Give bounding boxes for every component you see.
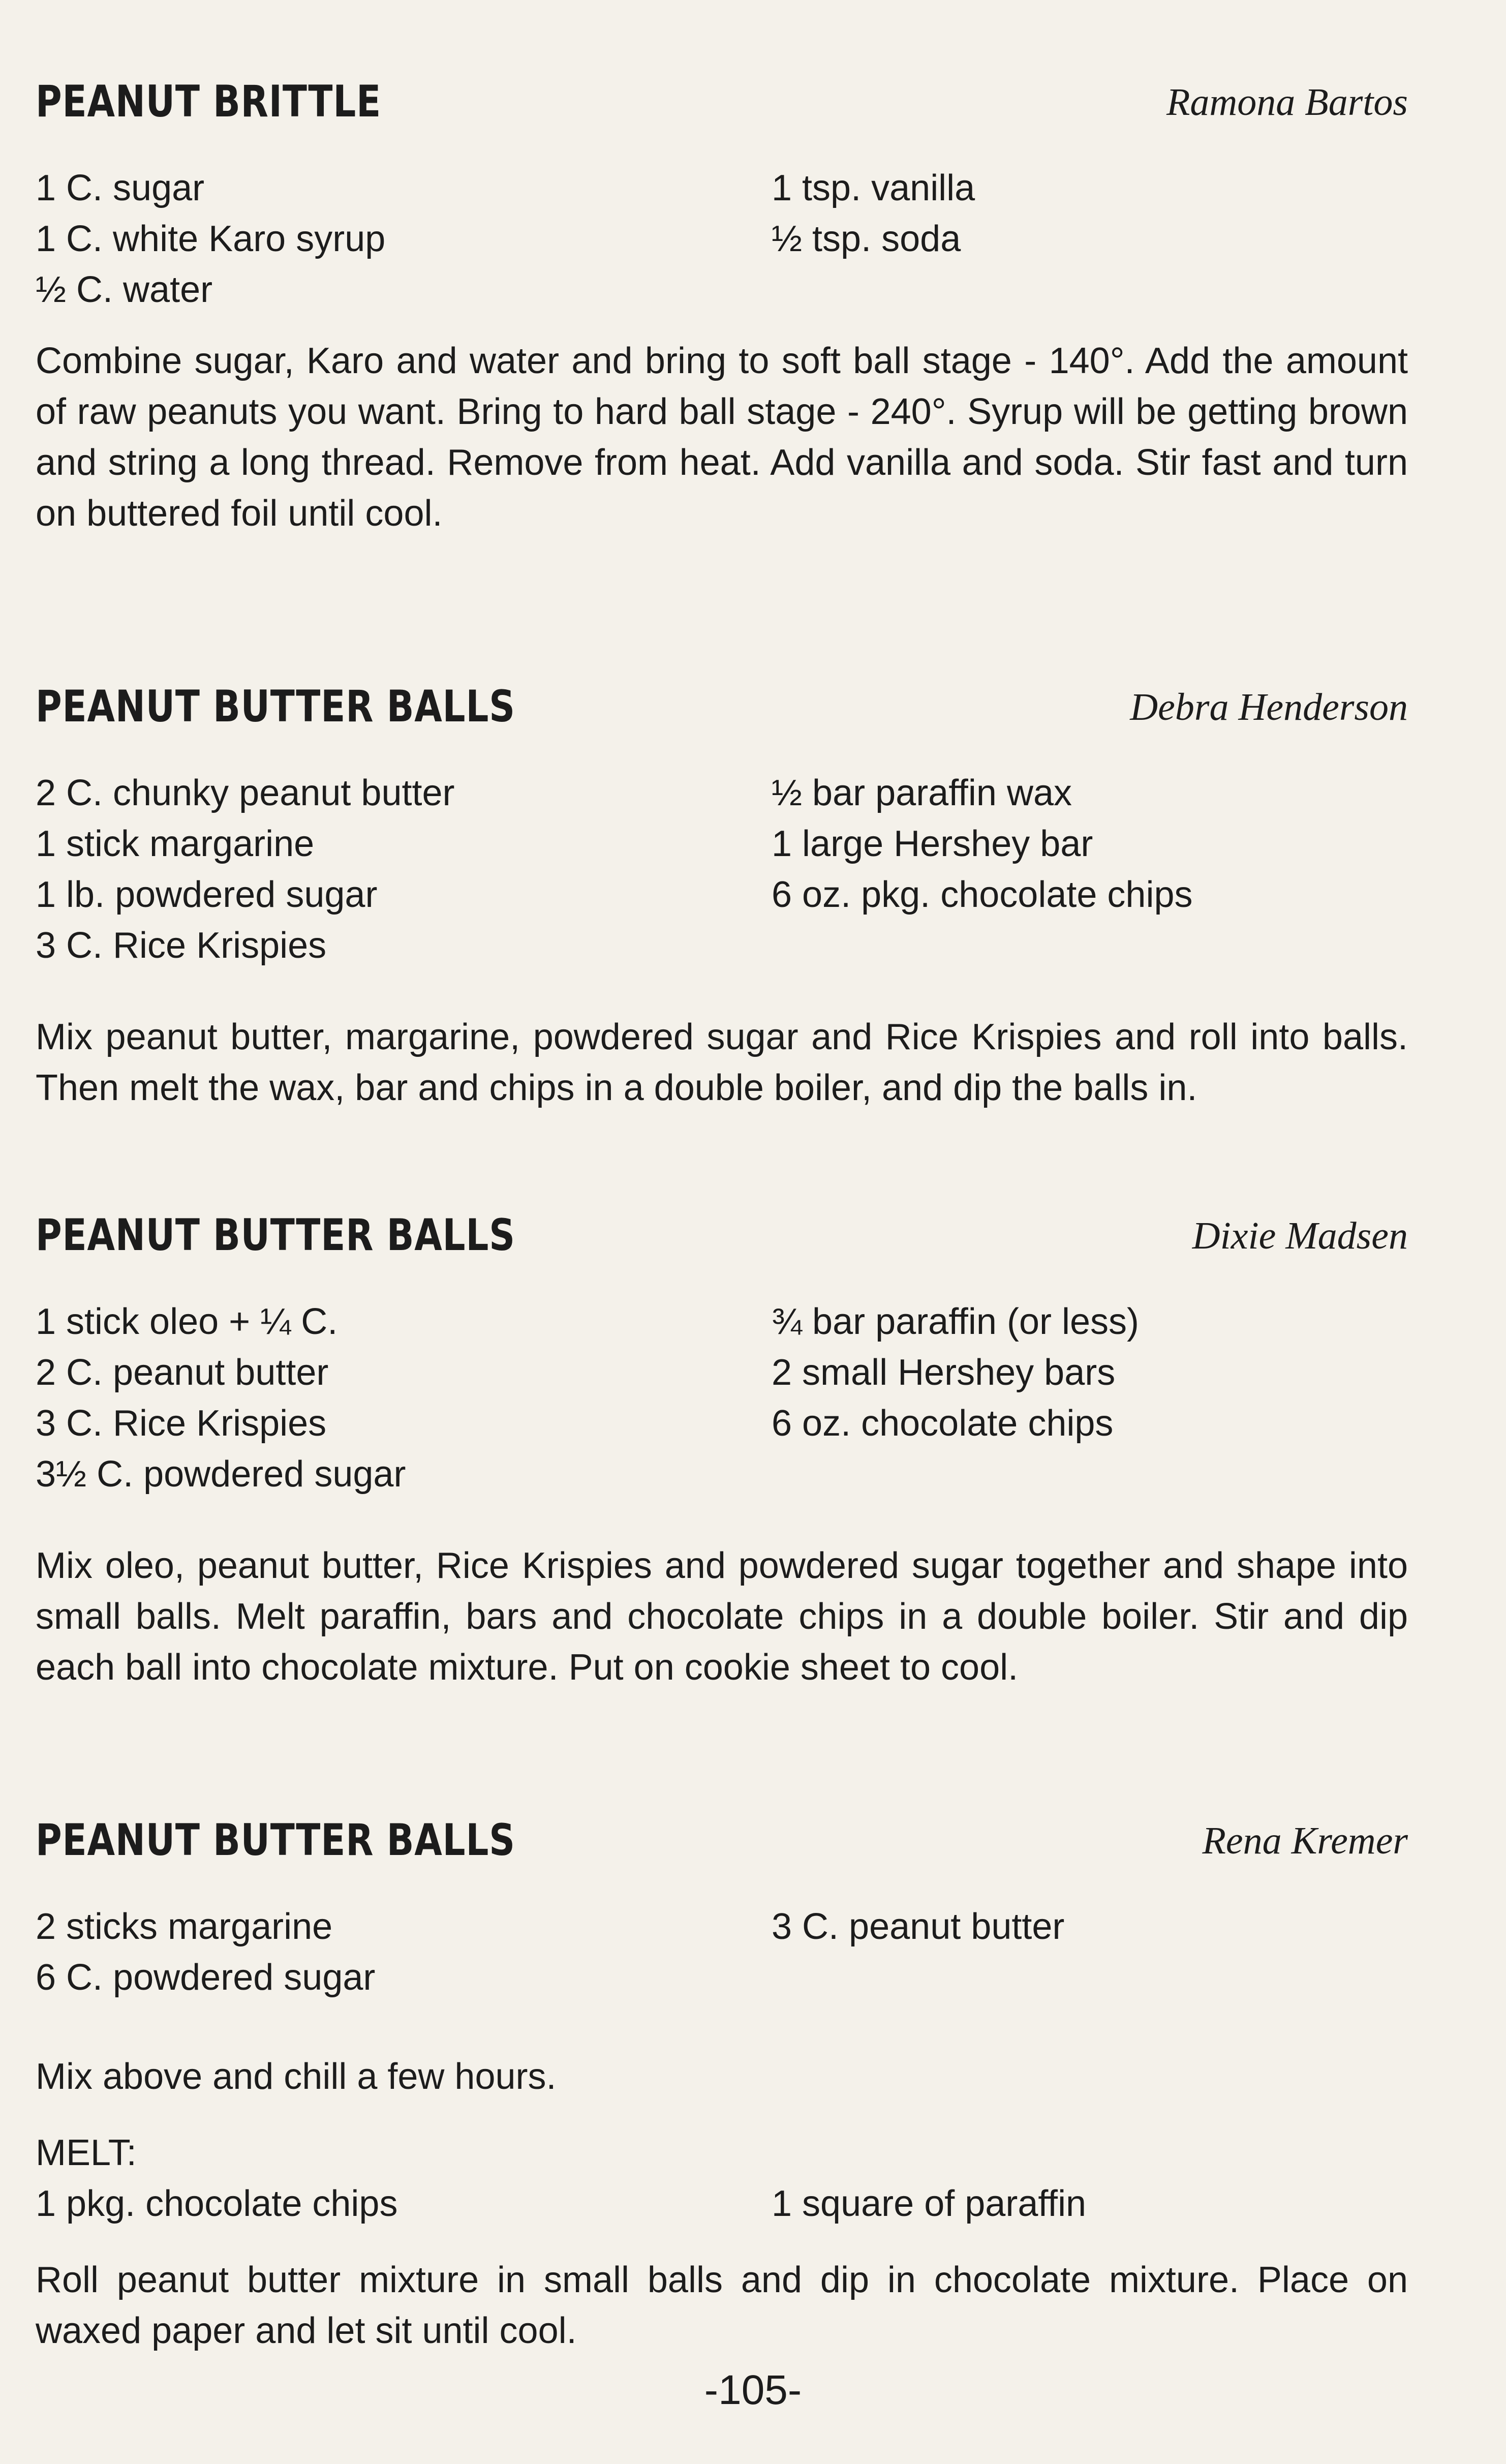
ingredient: 1 large Hershey bar	[772, 824, 1093, 864]
ingredient: 1 lb. powdered sugar	[36, 874, 378, 915]
recipe-author: Dixie Madsen	[1192, 1214, 1408, 1257]
melt-ingredients	[36, 2178, 1408, 2229]
ingredient: 2 C. chunky peanut butter	[36, 773, 455, 813]
recipe-instructions: Mix peanut butter, margarine, powdered sugar and Rice Krispies and roll into balls. Then melt the wax, bar and chips in a double boiler, and dip the balls in.	[36, 1017, 1408, 1108]
ingredient: 1 pkg. chocolate chips	[36, 2183, 398, 2224]
ingredient: 3 C. peanut butter	[772, 1906, 1065, 1947]
ingredients	[36, 1901, 1408, 2003]
ingredients	[36, 163, 1408, 315]
recipe-title: PEANUT BUTTER BALLS	[36, 1815, 515, 1866]
ingredient: 1 stick margarine	[36, 824, 315, 864]
melt-label: MELT:	[36, 2133, 137, 2173]
ingredients	[36, 1296, 1408, 1500]
ingredient: ½ tsp. soda	[772, 219, 961, 259]
ingredient: 3 C. Rice Krispies	[36, 1403, 327, 1444]
recipe-peanut-butter-balls-henderson	[36, 681, 1408, 1139]
recipe-instructions: Mix above and chill a few hours.	[36, 2056, 557, 2097]
recipe-title: PEANUT BRITTLE	[36, 76, 382, 127]
ingredient: 6 oz. pkg. chocolate chips	[772, 874, 1193, 915]
ingredient: 2 small Hershey bars	[772, 1352, 1116, 1393]
recipe-peanut-butter-balls-madsen	[36, 1210, 1408, 1718]
ingredient: 1 C. white Karo syrup	[36, 219, 386, 259]
ingredient: 2 sticks margarine	[36, 1906, 333, 1947]
ingredient: 1 tsp. vanilla	[772, 168, 975, 208]
ingredient: 6 C. powdered sugar	[36, 1957, 376, 1998]
page-number: -105-	[704, 2367, 802, 2413]
recipe-title: PEANUT BUTTER BALLS	[36, 681, 515, 732]
ingredient: 1 stick oleo + ¼ C.	[36, 1301, 338, 1342]
recipe-instructions: Mix oleo, peanut butter, Rice Krispies and powdered sugar together and shape into small balls. Melt paraffin, bars and chocolate chips in a double boiler. Stir and dip each ball into chocolate mixture. Put on cookie sheet to cool.	[36, 1545, 1408, 1688]
recipe-instructions: Combine sugar, Karo and water and bring to soft ball stage - 140°. Add the amount of raw peanuts you want. Bring to hard ball stage - 240°. Syrup will be getting brown and string a long thread. Remove from heat. Add vanilla and soda. Stir fast and turn on buttered foil until cool.	[36, 341, 1408, 534]
ingredient: ¾ bar paraffin (or less)	[772, 1301, 1139, 1342]
ingredients	[36, 768, 1408, 971]
ingredient: 2 C. peanut butter	[36, 1352, 329, 1393]
ingredient: 6 oz. chocolate chips	[772, 1403, 1114, 1444]
recipe-author: Ramona Bartos	[1166, 81, 1408, 124]
recipe-title: PEANUT BUTTER BALLS	[36, 1210, 515, 1261]
recipe-instructions-2: Roll peanut butter mixture in small balls and dip in chocolate mixture. Place on waxed paper and let sit until cool.	[36, 2260, 1408, 2351]
recipe-author: Debra Henderson	[1130, 686, 1408, 728]
ingredient: 3½ C. powdered sugar	[36, 1454, 406, 1495]
ingredient: ½ bar paraffin wax	[772, 773, 1072, 813]
ingredient: ½ C. water	[36, 269, 213, 310]
recipe-author: Rena Kremer	[1202, 1819, 1408, 1862]
ingredient: 1 square of paraffin	[772, 2183, 1087, 2224]
ingredient: 3 C. Rice Krispies	[36, 925, 327, 966]
recipe-peanut-butter-balls-kremer	[36, 1815, 1408, 2349]
recipe-peanut-brittle	[36, 76, 1408, 585]
ingredient: 1 C. sugar	[36, 168, 205, 208]
